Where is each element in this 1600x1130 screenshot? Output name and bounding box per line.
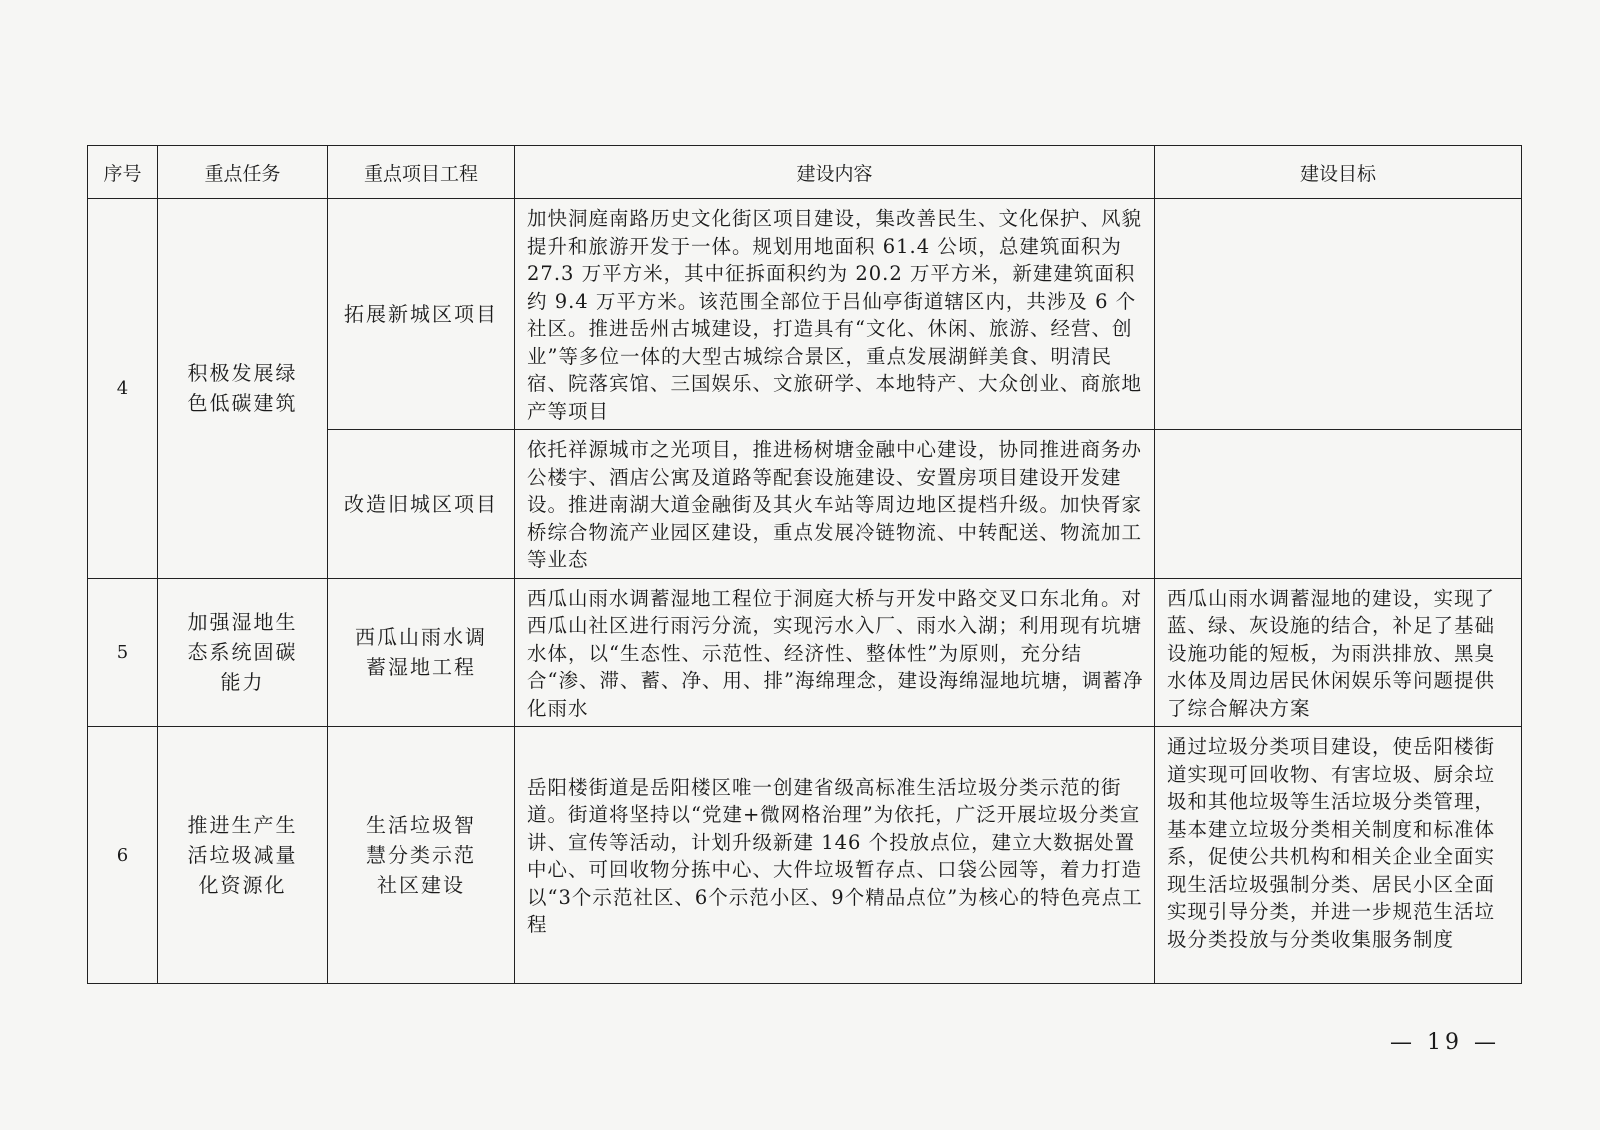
key-projects-table [87, 145, 1522, 984]
row-4-project-2-name: 改造旧城区项目 [328, 430, 515, 579]
row-4-task-text: 积极发展绿色低碳建筑 [187, 361, 298, 416]
row-6-project-name [328, 727, 515, 984]
row-6-task-text: 推进生产生活垃圾减量化资源化 [187, 813, 298, 897]
table-header-row [88, 146, 1522, 199]
row-6-project-name-text: 生活垃圾智慧分类示范社区建设 [366, 813, 476, 897]
table-row [88, 578, 1522, 727]
row-6-task [158, 727, 328, 984]
header-goal: 建设目标 [1155, 146, 1522, 199]
row-4-project-1-content: 加快洞庭南路历史文化街区项目建设，集改善民生、文化保护、风貌提升和旅游开发于一体。规划用地面积 61.4 公顷，总建筑面积为 27.3 万平方米，其中征拆面积约为 20.2 万平方米，新建建筑面积约 9.4 万平方米。该范围全部位于吕仙亭街道辖区内，共涉及 6 个社区。推进岳州古城建设，打造具有“文化、休闲、旅游、经营、创业”等多位一体的大型古城综合景区，重点发展湖鲜美食、明清民宿、院落宾馆、三国娱乐、文旅研学、本地特产、大众创业、商旅地产等项目 [515, 199, 1155, 430]
row-6-goal: 通过垃圾分类项目建设，使岳阳楼街道实现可回收物、有害垃圾、厨余垃圾和其他垃圾等生活垃圾分类管理，基本建立垃圾分类相关制度和标准体系，促使公共机构和相关企业全面实现生活垃圾强制分类、居民小区全面实现引导分类，并进一步规范生活垃圾分类投放与分类收集服务制度 [1155, 727, 1522, 984]
row-5-goal: 西瓜山雨水调蓄湿地的建设，实现了蓝、绿、灰设施的结合，补足了基础设施功能的短板，为雨洪排放、黑臭水体及周边居民休闲娱乐等问题提供了综合解决方案 [1155, 578, 1522, 727]
row-4-serial: 4 [88, 199, 158, 579]
row-5-project-name-text: 西瓜山雨水调蓄湿地工程 [355, 625, 487, 680]
row-4-project-2-goal [1155, 430, 1522, 579]
row-5-task-text: 加强湿地生态系统固碳能力 [187, 610, 298, 695]
row-5-serial: 5 [88, 578, 158, 727]
row-4-project-2-content: 依托祥源城市之光项目，推进杨树塘金融中心建设，协同推进商务办公楼宇、酒店公寓及道路等配套设施建设、安置房项目建设开发建设。推进南湖大道金融街及其火车站等周边地区提档升级。加快胥家桥综合物流产业园区建设，重点发展冷链物流、中转配送、物流加工等业态 [515, 430, 1155, 579]
row-4-project-1-goal [1155, 199, 1522, 430]
table-row [88, 727, 1522, 984]
row-4-project-1-name: 拓展新城区项目 [328, 199, 515, 430]
row-6-content: 岳阳楼街道是岳阳楼区唯一创建省级高标准生活垃圾分类示范的街道。街道将坚持以“党建+微网格治理”为依托，广泛开展垃圾分类宣讲、宣传等活动，计划升级新建 146 个投放点位，建立大数据处置中心、可回收物分拣中心、大件垃圾暂存点、口袋公园等，着力打造以“3个示范社区、6个示范小区、9个精品点位”为核心的特色亮点工程 [515, 727, 1155, 984]
table-row [88, 199, 1522, 430]
header-content: 建设内容 [515, 146, 1155, 199]
page-number: — 19 — [1390, 1030, 1500, 1055]
header-key-task: 重点任务 [158, 146, 328, 199]
header-serial: 序号 [88, 146, 158, 199]
row-4-task [158, 199, 328, 579]
header-key-project: 重点项目工程 [328, 146, 515, 199]
row-6-serial: 6 [88, 727, 158, 984]
row-5-project-name [328, 578, 515, 727]
row-5-content: 西瓜山雨水调蓄湿地工程位于洞庭大桥与开发中路交叉口东北角。对西瓜山社区进行雨污分流，实现污水入厂、雨水入湖；利用现有坑塘水体，以“生态性、示范性、经济性、整体性”为原则，充分结合“渗、滞、蓄、净、用、排”海绵理念，建设海绵湿地坑塘，调蓄净化雨水 [515, 578, 1155, 727]
row-5-task [158, 578, 328, 727]
